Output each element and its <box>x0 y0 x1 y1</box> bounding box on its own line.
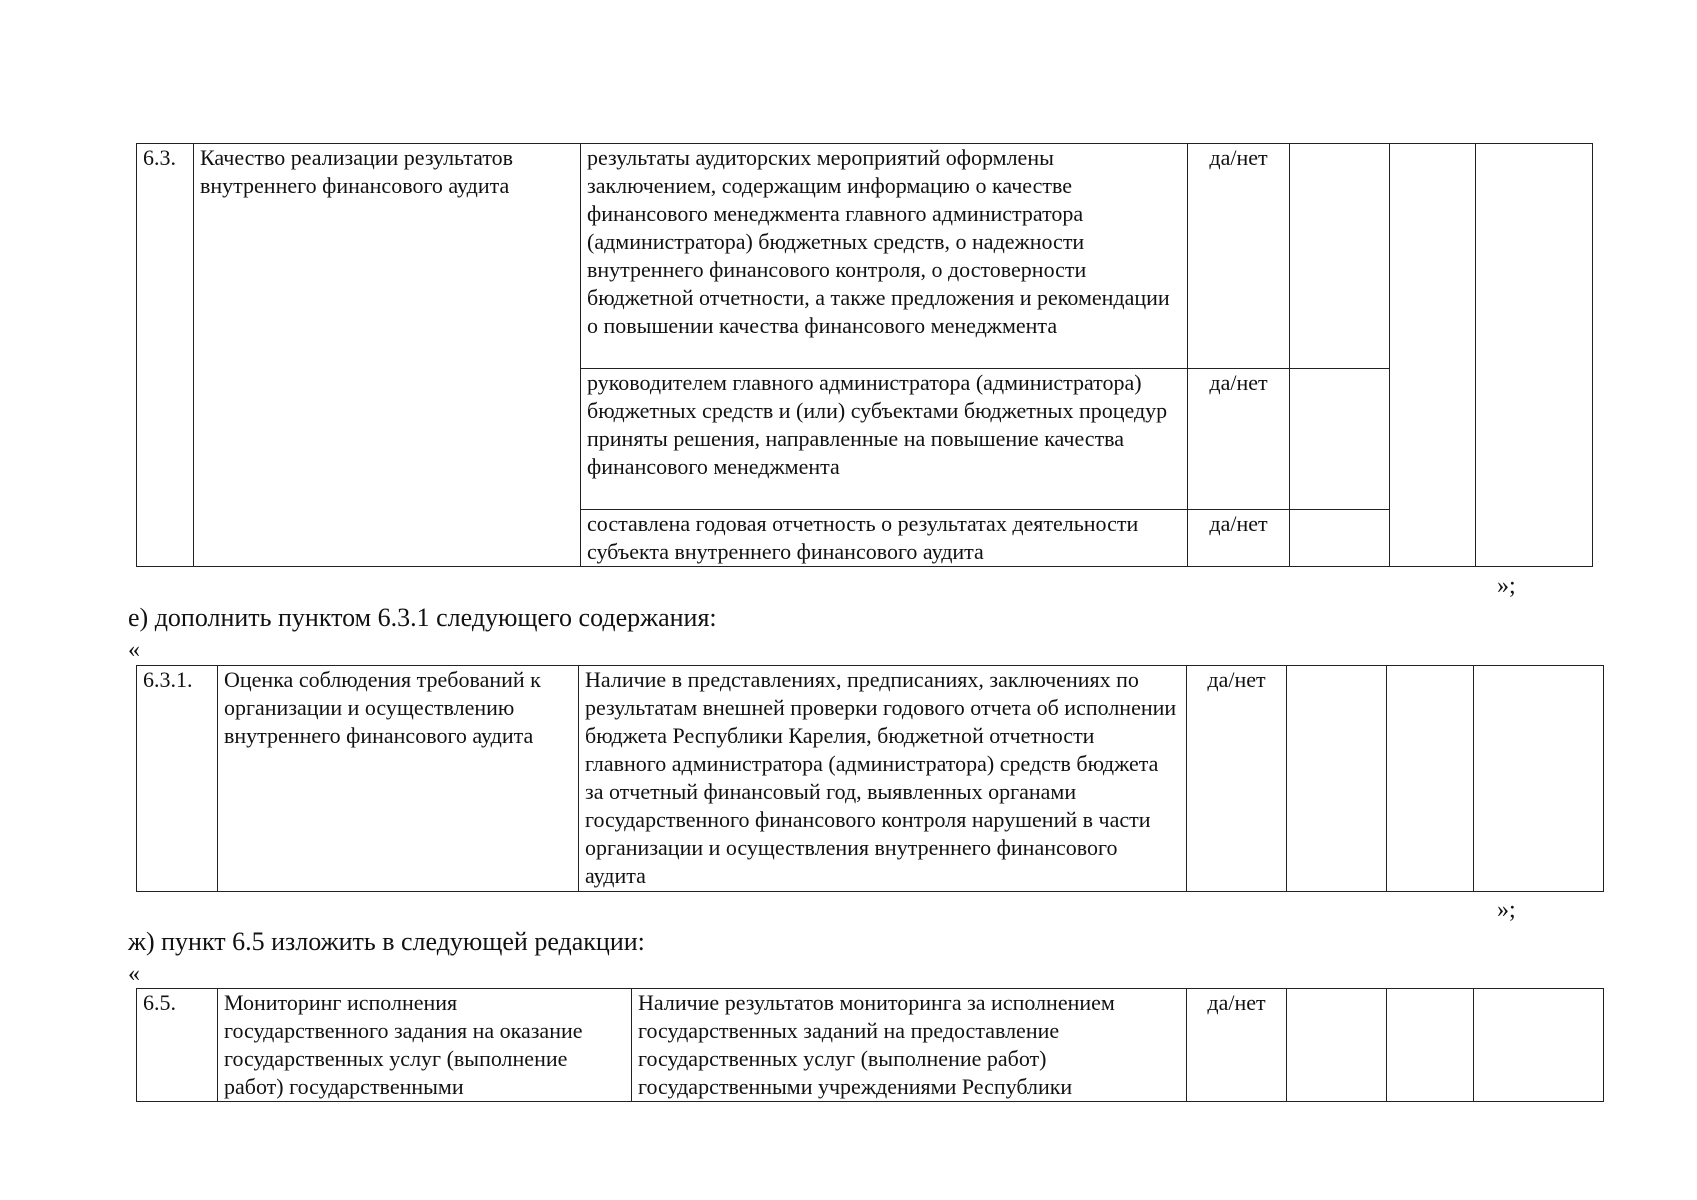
paragraph-e: е) дополнить пунктом 6.3.1 следующего содержания: <box>128 603 717 632</box>
empty-cell <box>1474 666 1604 892</box>
table-row <box>137 989 1604 1102</box>
answer-cell: да/нет <box>1187 989 1287 1102</box>
table-row <box>137 666 1604 892</box>
empty-cell <box>1476 144 1593 567</box>
item-number: 6.3. <box>137 144 194 567</box>
empty-cell <box>1390 144 1476 567</box>
opening-quote: « <box>128 961 140 987</box>
empty-cell <box>1290 510 1390 567</box>
item-number: 6.3.1. <box>137 666 218 892</box>
item-name: Мониторинг исполнения государственного задания на оказание государственных услуг (выполнение работ) государственными <box>218 989 632 1102</box>
closing-quote: »; <box>1497 573 1516 599</box>
answer-cell: да/нет <box>1188 144 1290 369</box>
item-number: 6.5. <box>137 989 218 1102</box>
empty-cell <box>1287 666 1387 892</box>
criterion-cell: составлена годовая отчетность о результатах деятельности субъекта внутреннего финансового аудита <box>581 510 1188 567</box>
criteria-table-6-3-1 <box>136 665 1604 892</box>
item-name: Качество реализации результатов внутреннего финансового аудита <box>194 144 581 567</box>
criterion-cell: Наличие результатов мониторинга за исполнением государственных заданий на предоставление государственных услуг (выполнение работ) государственными учреждениями Республики <box>632 989 1187 1102</box>
paragraph-zh: ж) пункт 6.5 изложить в следующей редакции: <box>128 927 645 956</box>
empty-cell <box>1290 369 1390 510</box>
criteria-table-6-3 <box>136 143 1593 567</box>
table-row <box>137 144 1593 369</box>
criterion-cell: результаты аудиторских мероприятий оформлены заключением, содержащим информацию о качестве финансового менеджмента главного администратора (администратора) бюджетных средств, о надежности внутреннего финансового контроля, о достоверности бюджетной отчетности, а также предложения и рекомендации о повышении качества финансового менеджмента <box>581 144 1188 369</box>
closing-quote: »; <box>1497 897 1516 923</box>
empty-cell <box>1287 989 1387 1102</box>
empty-cell <box>1387 666 1474 892</box>
criterion-cell: Наличие в представлениях, предписаниях, заключениях по результатам внешней проверки годового отчета об исполнении бюджета Республики Карелия, бюджетной отчетности главного администратора (администратора) средств бюджета за отчетный финансовый год, выявленных органами государственного финансового контроля нарушений в части организации и осуществления внутреннего финансового аудита <box>579 666 1187 892</box>
opening-quote: « <box>128 637 140 663</box>
criterion-cell: руководителем главного администратора (администратора) бюджетных средств и (или) субъектами бюджетных процедур приняты решения, направленные на повышение качества финансового менеджмента <box>581 369 1188 510</box>
answer-cell: да/нет <box>1187 666 1287 892</box>
answer-cell: да/нет <box>1188 510 1290 567</box>
empty-cell <box>1474 989 1604 1102</box>
criteria-table-6-5 <box>136 988 1604 1102</box>
item-name: Оценка соблюдения требований к организации и осуществлению внутреннего финансового аудита <box>218 666 579 892</box>
answer-cell: да/нет <box>1188 369 1290 510</box>
empty-cell <box>1387 989 1474 1102</box>
empty-cell <box>1290 144 1390 369</box>
